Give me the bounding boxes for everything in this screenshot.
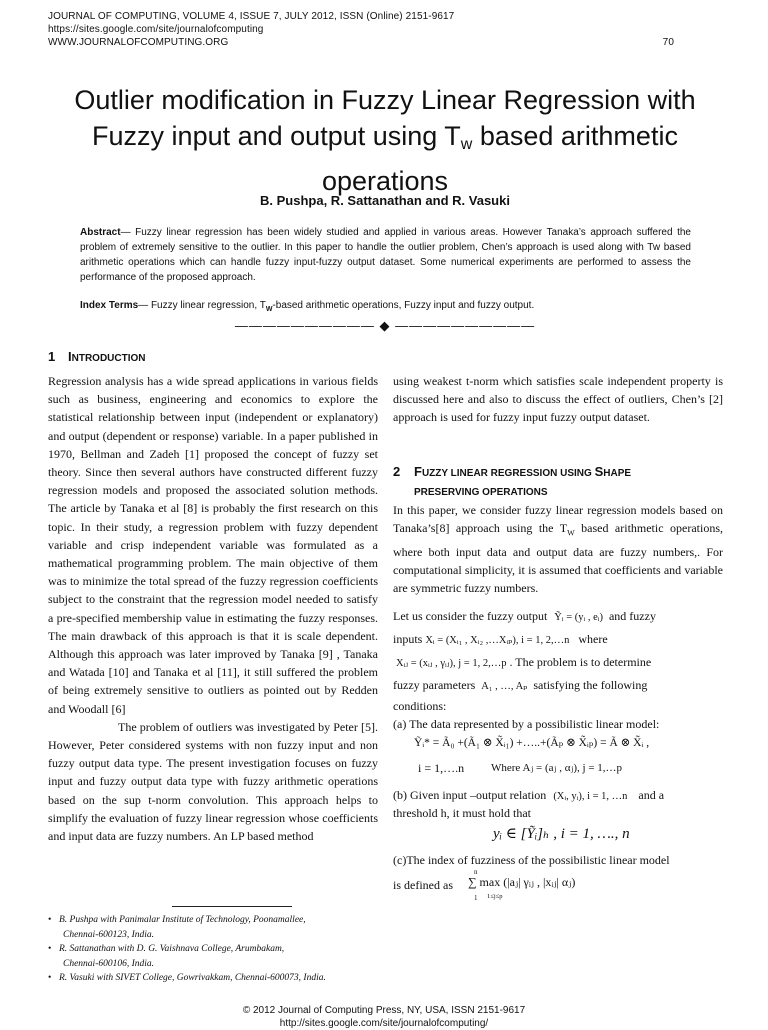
footnote-2: • R. Sattanathan with D. G. Vaishnava College, Arumbakam, xyxy=(48,942,448,957)
fuzzy-output-line xyxy=(393,608,656,626)
section-2-paragraph xyxy=(393,501,723,597)
footer-url: http://sites.google.com/site/journalofcomputing/ xyxy=(279,1018,489,1029)
xi-definition: Xᵢ = (Xᵢ₁ , Xᵢ₂ ,…Xᵢₚ), i = 1, 2,…n xyxy=(425,635,570,646)
defined-as-text: is defined as xyxy=(393,878,453,892)
section-1-title-first: I xyxy=(68,349,72,364)
copyright-line: © 2012 Journal of Computing Press, NY, USA, ISSN 2151-9617 xyxy=(242,1005,526,1016)
range-i: i = 1,….n xyxy=(418,761,465,775)
index-terms-sub: W xyxy=(265,306,273,313)
index-terms-text-b: -based arithmetic operations, Fuzzy input and fuzzy output. xyxy=(272,300,535,311)
page-footer xyxy=(0,1004,768,1030)
conditions-label: conditions: xyxy=(393,699,447,713)
satisfying-text: satisfying the following xyxy=(533,678,648,692)
xij-line xyxy=(396,654,651,672)
footnote-rule xyxy=(172,906,292,907)
section-2-number: 2 xyxy=(393,464,401,479)
sum-upper-limit: n xyxy=(474,868,478,876)
condition-a: (a) The data represented by a possibilistic linear model: xyxy=(393,717,660,731)
intro-paragraph-2: The problem of outliers was investigated by Peter [5]. However, Peter considered systems with non fuzzy input and non fuzzy output data type. The present investigation focuses on fuzzy input and fuzzy output data type with fuzzy arithmetic operations based on the sup t-norm convolution. This approach helps to simplify the evaluation of fuzzy linear regression whose coefficients and input data are fuzzy numbers. An LP based method xyxy=(48,719,378,844)
and-fuzzy-text: and fuzzy xyxy=(608,609,656,623)
xij-definition: Xᵢⱼ = (xᵢⱼ , γᵢⱼ), j = 1, 2,…p xyxy=(396,658,507,669)
abstract-label: Abstract xyxy=(80,227,121,238)
section-2-heading-line-1 xyxy=(393,462,723,483)
section-2-para-b: based arithmetic operations, where both input data and output data are fuzzy numbers,. For computational simplicity, it is assumed that coefficients and variable are symmetric fuzzy numbers. xyxy=(393,521,724,596)
right-column-intro-continued: using weakest t-norm which satisfies scale independent property is discussed here and also to discuss the effect of outliers, Chen’s [2] approach is used for fuzzy input fuzzy output dataset. xyxy=(393,374,723,425)
section-2-heading xyxy=(393,462,723,502)
fuzzy-params-text: fuzzy parameters xyxy=(393,678,476,692)
section-2-title-rest: UZZY LINEAR REGRESSION USING xyxy=(421,468,595,479)
section-2-para-a: In this paper, we consider fuzzy linear regression models based on Tanaka’s[8] approach using the T xyxy=(393,503,723,536)
sum-lower-limit: 1 xyxy=(474,894,478,902)
footnote-2-cont: Chennai-600106, India. xyxy=(63,958,155,969)
where-aj: Where Aⱼ = (aⱼ , αⱼ), j = 1,…p xyxy=(491,762,623,774)
section-2-title-s: S xyxy=(594,464,604,479)
section-divider: —————————— ◆ —————————— xyxy=(234,318,536,333)
problem-text: . The problem is to determine xyxy=(509,655,652,669)
section-2-title-first: F xyxy=(414,464,422,479)
index-terms-text-a: — Fuzzy linear regression, T xyxy=(138,300,266,311)
membership-condition: yᵢ ∈ [Ỹᵢ]ₕ , i = 1, …., n xyxy=(493,826,630,842)
condition-c: (c)The index of fuzziness of the possibilistic linear model xyxy=(393,853,670,867)
left-column xyxy=(48,372,378,845)
abstract-text: — Fuzzy linear regression has been widely studied and applied in various areas. However Tanaka’s approach suffered the problem of extremely sensitive to the outlier. In this paper to handle the outlier problem, Chen’s approach is used along with Tw based arithmetic operations which can handle fuzzy input-fuzzy output dataset. Some numerical experiments are performed to assess the performance of the proposed approach. xyxy=(80,227,691,283)
a-parameters: A₁ , …, Aₚ xyxy=(481,681,528,692)
abstract xyxy=(80,225,691,285)
possibilistic-model-equation: Ỹᵢ* = Ã₀ +(Ã₁ ⊗ X̃ᵢ₁) +…..+(Ãₚ ⊗ X̃ᵢₚ) = Ã ⊗ X̃ᵢ , xyxy=(414,737,650,749)
title-line-2 xyxy=(40,118,730,163)
running-header xyxy=(48,10,678,49)
intro-paragraph-1: Regression analysis has a wide spread applications in various fields such as business, engineering and economics to explore the statistical relationship between input (independent or explanatory) and output (dependent or response) variable. In a paper published in 1970, Bellman and Zadeh [1] proposed the concept of fuzzy set theory. Since then several authors have constructed different fuzzy regression models and proposed the associated solution methods. The article by Tanaka et al [8] is probably the first research on this topic. In their study, a regression problem with fuzzy dependent variable and crisp independent variable was formulated as a mathematical programming problem. The main objective of them was to minimize the total spread of the fuzzy regression coefficients subject to the constraint that the regression model needed to satisfy a pre-specified membership value in estimating the fuzzy responses. The main drawback of this approach is that it is scale dependent. Although this approach was later improved by Tanaka [9] , Tanaka and Watada [10] and Tanaka et al [11], it still suffered the problem of being extremely sensitive to outliers as pointed out by Redden and Woodall [6] xyxy=(48,374,378,716)
yi-definition: Ỹᵢ = (yᵢ , eᵢ) xyxy=(554,612,603,623)
fuzziness-index-equation: ∑ max (|aⱼ| γᵢⱼ , |xᵢⱼ| αⱼ) xyxy=(468,875,576,889)
threshold-text: threshold h, it must hold that xyxy=(393,806,531,820)
page-number: 70 xyxy=(662,37,674,48)
paper-title xyxy=(40,82,730,199)
section-2-title-rest2: HAPE xyxy=(603,468,632,479)
journal-url: https://sites.google.com/site/journalofcomputing xyxy=(48,24,264,35)
title-line-2-b: based arithmetic xyxy=(472,121,678,151)
max-subscript: 1≤j≤p xyxy=(487,893,503,900)
journal-line: JOURNAL OF COMPUTING, VOLUME 4, ISSUE 7, JULY 2012, ISSN (Online) 2151-9617 xyxy=(48,11,455,22)
section-2-para-sub: W xyxy=(567,528,575,538)
title-line-2-a: Fuzzy input and output using T xyxy=(92,121,461,151)
section-1-heading xyxy=(48,349,146,364)
footnote-3: • R. Vasuki with SIVET College, Gowrivakkam, Chennai-600073, India. xyxy=(48,971,448,986)
section-2-heading-line-2: PRESERVING OPERATIONS xyxy=(414,487,548,498)
condition-b-text: (b) Given input –output relation xyxy=(393,788,547,802)
authors: B. Pushpa, R. Sattanathan and R. Vasuki xyxy=(260,193,510,208)
index-terms xyxy=(80,298,691,317)
title-line-1: Outlier modification in Fuzzy Linear Regression with xyxy=(74,85,696,115)
section-1-number: 1 xyxy=(48,349,56,364)
io-relation: (Xᵢ, yᵢ), i = 1, …n xyxy=(553,791,628,802)
index-terms-label: Index Terms xyxy=(80,300,139,311)
inputs-word: inputs xyxy=(393,632,423,646)
where-word: where xyxy=(578,632,608,646)
params-line xyxy=(393,677,647,695)
journal-site: WWW.JOURNALOFCOMPUTING.ORG xyxy=(48,37,229,48)
author-footnotes xyxy=(48,913,448,986)
condition-b xyxy=(393,787,664,805)
condition-b-tail: and a xyxy=(638,788,665,802)
section-1-title-rest: NTRODUCTION xyxy=(71,353,146,364)
title-subscript: w xyxy=(460,136,473,153)
footnote-1-cont: Chennai-600123, India. xyxy=(63,929,155,940)
title-line-3: operations xyxy=(321,166,449,196)
footnote-1: • B. Pushpa with Panimalar Institute of Technology, Poonamallee, xyxy=(48,913,448,928)
let-line-text: Let us consider the fuzzy output xyxy=(393,609,548,623)
fuzzy-input-line xyxy=(393,631,608,649)
